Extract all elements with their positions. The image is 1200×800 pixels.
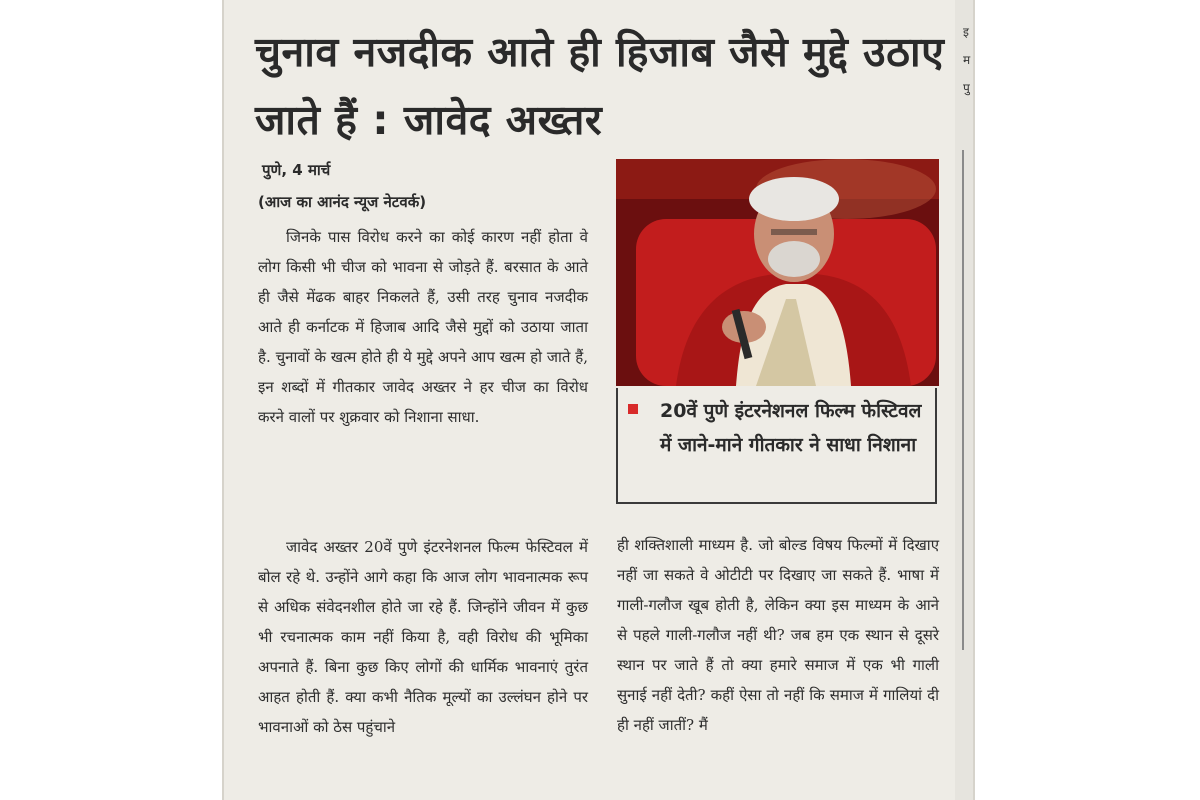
news-agency: (आज का आनंद न्यूज नेटवर्क) — [258, 193, 427, 211]
headline: चुनाव नजदीक आते ही हिजाब जैसे मुद्दे उठाए जाते हैं : जावेद अख्तर — [255, 28, 945, 144]
photo-caption: 20वें पुणे इंटरनेशनल फिल्म फेस्टिवल में जाने-माने गीतकार ने साधा निशाना — [660, 400, 922, 456]
caption-bullet — [628, 404, 638, 414]
adjacent-column-text: इ म पु — [963, 25, 971, 95]
speaker-photo — [616, 159, 939, 386]
article-paragraph-1: जिनके पास विरोध करने का कोई कारण नहीं होता वे लोग किसी भी चीज को भावना से जोड़ते हैं. बरसात के आते ही जैसे मेंढक बाहर निकलते हैं, उसी तरह चुनाव नजदीक आते ही कर्नाटक में हिजाब आदि जैसे मुद्दों को उठाया जाता है. चुनावों के खत्म होते ही ये मुद्दे अपने आप खत्म हो जाते हैं, इन शब्दों में गीतकार जावेद अख्तर ने हर चीज का विरोध करने वालों पर शुक्रवार को निशाना साधा. — [258, 228, 588, 426]
adjacent-column-strip — [955, 0, 975, 800]
clipping-right-edge — [973, 0, 975, 800]
speaker-photo-illustration — [616, 159, 939, 386]
article-paragraph-2: जावेद अख्तर 20वें पुणे इंटरनेशनल फिल्म फेस्टिवल में बोल रहे थे. उन्होंने आगे कहा कि आज लोग भावनात्मक रूप से अधिक संवेदनशील होते जा रहे हैं. जिन्होंने जीवन में कुछ भी रचनात्मक काम नहीं किया है, वही विरोध की भूमिका अपनाते हैं. बिना कुछ किए लोगों की धार्मिक भावनाएं तुरंत आहत होती हैं. क्या कभी नैतिक मूल्यों का उल्लंघन होने पर भावनाओं को ठेस पहुंचाने — [258, 538, 588, 736]
clipping-left-edge — [222, 0, 224, 800]
dateline: पुणे, 4 मार्च — [262, 161, 331, 179]
column-rule — [962, 150, 964, 650]
article-right-column: ही शक्तिशाली माध्यम है. जो बोल्ड विषय फिल्मों में दिखाए नहीं जा सकते वे ओटीटी पर दिखाए जा सकते हैं. भाषा में गाली-गलौज खूब होती है, लेकिन क्या इस माध्यम के आने से पहले गाली-गलौज नहीं थी? जब हम एक स्थान से दूसरे स्थान पर जाते हैं तो क्या हमारे समाज में एक भी गाली सुनाई नहीं देती? कहीं ऐसा तो नहीं कि समाज में गालियां दी ही नहीं जातीं? मैं — [617, 536, 939, 734]
